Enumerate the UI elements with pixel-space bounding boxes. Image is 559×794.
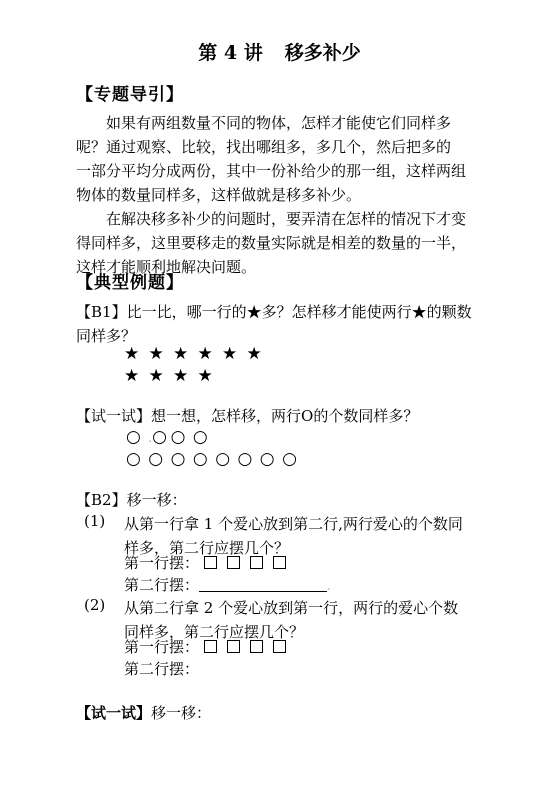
box-icon: [204, 556, 217, 569]
star-icon: ★: [197, 344, 213, 364]
text-line: 在解决移多补少的问题时，要弄清在怎样的情况下才变: [106, 210, 467, 228]
box-icon: [227, 640, 240, 653]
intro-paragraph-1: [76, 111, 484, 207]
box-icon: [250, 556, 263, 569]
text-line: 一部分平均分成两份，其中一份补给少的那一组，这样两组: [76, 162, 467, 180]
star-icon: ★: [124, 366, 140, 386]
q1-number: (1): [84, 512, 106, 530]
example-b2-heading: [76, 488, 484, 512]
circle-icon: ○: [192, 427, 208, 447]
decorative-dot: .: [327, 579, 331, 593]
star-icon: ★: [173, 366, 189, 386]
try-2-heading: [76, 701, 484, 725]
circle-icon: ○: [170, 449, 186, 469]
row-label: 第一行摆：: [124, 554, 200, 572]
q1-row-1: [124, 552, 296, 573]
section-header-intro: 【专题导引】: [76, 85, 184, 105]
circle-icon: ○: [192, 449, 208, 469]
box-icon: [273, 556, 286, 569]
b1-line-1: 比一比，哪一行的★多？怎样移才能使两行★的颗数: [126, 303, 472, 321]
answer-blank[interactable]: [199, 591, 327, 592]
box-icon: [227, 556, 240, 569]
circle-icon: .○: [148, 427, 167, 447]
lesson-number: 第 4 讲: [198, 42, 263, 64]
try-1-text: 想一想，怎样移，两行O的个数同样多？: [151, 407, 419, 425]
row-label: 第一行摆：: [124, 638, 200, 656]
text-line: 得同样多，这里要移走的数量实际就是相差的数量的一半，: [76, 234, 467, 252]
q1-row-2: [124, 574, 331, 595]
example-tag-b2: 【B2】: [76, 491, 127, 509]
star-row-1: [124, 344, 271, 364]
circle-icon: ○: [259, 449, 275, 469]
lesson-topic: 移多补少: [284, 42, 361, 64]
q1-line-1: 从第一行拿 1 个爱心放到第二行,两行爱心的个数同: [124, 515, 463, 533]
b1-line-2: 同样多？: [76, 327, 137, 345]
star-icon: ★: [148, 344, 164, 364]
star-icon: ★: [246, 344, 262, 364]
q2-row-1: [124, 636, 296, 657]
circle-row-1: [126, 427, 215, 447]
box-icon: [204, 640, 217, 653]
try-1-question: [76, 404, 484, 428]
box-icon: [250, 640, 263, 653]
circle-icon: ○: [126, 449, 141, 469]
q2-line-2: 同样多，第二行应摆几个？: [124, 623, 305, 641]
circle-icon: ○: [237, 449, 253, 469]
star-icon: ★: [124, 344, 140, 364]
q2-number: (2): [84, 596, 106, 614]
circle-icon: ○: [170, 427, 186, 447]
row-label: 第二行摆：: [124, 576, 200, 594]
try-tag: 【试一试】: [76, 407, 152, 425]
star-row-2: [124, 366, 222, 386]
text-line: 呢？通过观察、比较，找出哪组多，多几个，然后把多的: [76, 138, 452, 156]
box-row: [204, 554, 296, 572]
box-icon: [273, 640, 286, 653]
circle-icon: ○: [282, 449, 297, 469]
circle-row-2: [126, 449, 304, 469]
row-label: 第二行摆：: [124, 660, 200, 678]
star-icon: ★: [197, 366, 213, 386]
circle-icon: ○: [126, 427, 141, 447]
text-line: 如果有两组数量不同的物体，怎样才能使它们同样多: [106, 114, 452, 132]
try-2-text: 移一移：: [151, 704, 212, 722]
section-header-examples: 【典型例题】: [76, 273, 184, 293]
star-icon: ★: [222, 344, 238, 364]
example-b1-question: [76, 300, 484, 348]
q2-line-1: 从第二行拿 2 个爱心放到第一行，两行的爱心个数: [124, 599, 459, 617]
example-tag-b1: 【B1】: [76, 303, 127, 321]
text-line: 这样才能顺利地解决问题。: [76, 258, 257, 276]
star-icon: ★: [148, 366, 164, 386]
b2-text: 移一移：: [126, 491, 187, 509]
circle-icon: ○: [148, 449, 164, 469]
q2-row-2: [124, 658, 199, 679]
try-tag: 【试一试】: [76, 704, 152, 722]
text-line: 物体的数量同样多，这样做就是移多补少。: [76, 186, 362, 204]
q1-line-2: 样多，第二行应摆几个？: [124, 539, 290, 557]
page-title: [0, 38, 559, 65]
star-icon: ★: [173, 344, 189, 364]
circle-icon: ○: [215, 449, 231, 469]
box-row: [204, 638, 296, 656]
